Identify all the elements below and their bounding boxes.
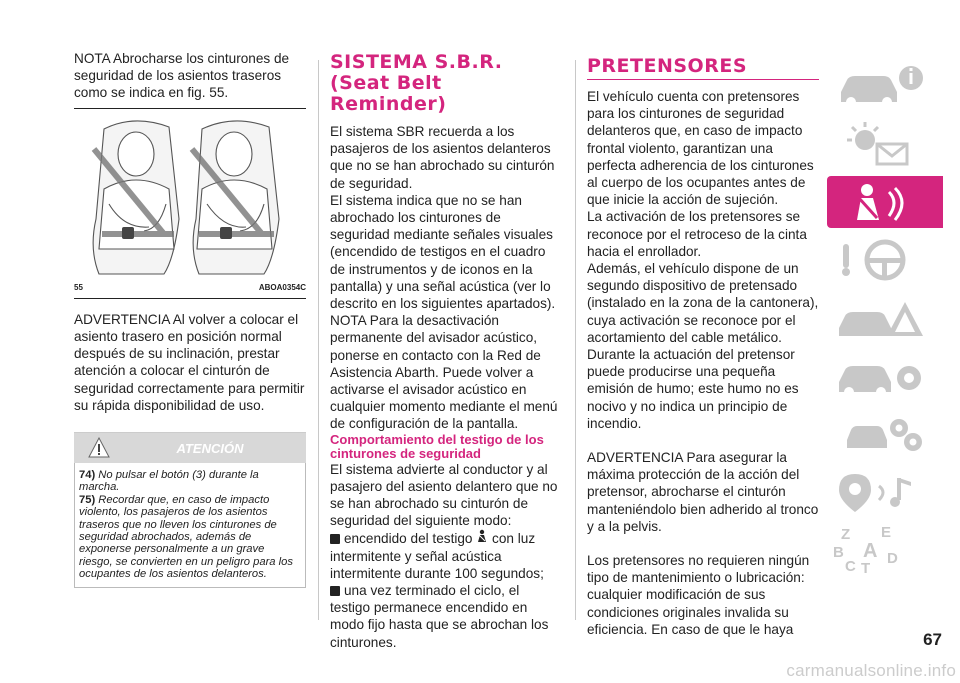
index-letter: D <box>887 550 898 567</box>
seatbelt-warning-icon <box>476 531 488 546</box>
car-breakdown-icon <box>827 292 943 344</box>
warning-item: 74) No pulsar el botón (3) durante la marcha. <box>79 469 259 494</box>
sbr-subheading: Comportamiento del testigo de los cinturones de seguridad <box>330 431 544 461</box>
rear-seat-passengers-illustration <box>74 109 306 279</box>
column-middle <box>330 50 562 651</box>
figure-number: 55 <box>74 282 83 292</box>
advertencia-paragraph: ADVERTENCIA Al volver a colocar el asiento trasero en posición normal después de su inclinación, prestar atención a colocar el cinturón de seguridad correctamente para permitir su rápida disponibilidad de uso. <box>74 311 305 413</box>
tab-emergency[interactable] <box>827 292 943 344</box>
car-info-icon <box>827 60 943 112</box>
tab-maintenance[interactable] <box>827 350 943 402</box>
index-letter: T <box>861 560 871 577</box>
pretensores-paragraph-3: Además, el vehículo dispone de un segundo dispositivo de pretensado (instalado en la zona de la cantonera), cuya activación se reconoce por el acortamiento del cable metálico. <box>587 261 819 345</box>
figure-code: ABOA0354C <box>258 282 306 292</box>
multimedia-icon <box>827 466 943 518</box>
warning-box-body <box>74 463 306 588</box>
figure-caption <box>74 279 306 299</box>
page-number: 67 <box>923 630 942 649</box>
pretensores-heading: PRETENSORES <box>587 56 819 80</box>
index-letter: A <box>863 540 878 562</box>
tab-safety[interactable] <box>827 176 943 228</box>
tab-technical-data[interactable] <box>827 408 943 460</box>
bullet-square-icon <box>330 534 340 544</box>
tab-car-info[interactable] <box>827 60 943 112</box>
index-letter: C <box>845 558 856 575</box>
seatbelt-figure <box>74 109 306 279</box>
sbr-paragraph-1: El sistema SBR recuerda a los pasajeros de los asientos delanteros que no se han abrochado su cinturón de seguridad. <box>330 124 555 191</box>
sbr-paragraph-2: El sistema indica que no se han abrochado los cinturones de seguridad mediante señales visuales (encendido de testigos en el cuadro de instrumentos y de iconos en la pantalla) y una señal acústica (ver lo descrito en los siguientes apartados). <box>330 192 556 312</box>
tab-multimedia[interactable] <box>827 466 943 518</box>
pretensores-paragraph-6: Los pretensores no requieren ningún tipo de mantenimiento o lubricación: cualquier modificación de sus condiciones originales invalida su eficiencia. En caso de que le haya <box>587 553 810 637</box>
column-divider <box>318 60 319 620</box>
warning-item: 75) Recordar que, en caso de impacto violento, los pasajeros de los asientos traseros que no lleven los cinturones de seguridad abrochados, además de exponerse personalmente a un grave riesgo, se convierten en un peligro para los ocupantes de los asientos delanteros. <box>79 493 293 581</box>
index-letter: E <box>881 524 892 541</box>
warning-box-header <box>74 432 306 463</box>
sbr-heading: SISTEMA S.B.R. (Seat Belt Reminder) <box>330 51 503 115</box>
column-divider <box>575 60 576 620</box>
tab-warning-lights[interactable] <box>827 118 943 170</box>
sbr-paragraph-4: El sistema advierte al conductor y al pasajero del asiento delantero que no se han abrochado su cinturón de seguridad del siguiente modo: <box>330 461 558 529</box>
tab-starting-driving[interactable] <box>827 234 943 286</box>
chapter-sidebar <box>827 60 943 582</box>
technical-data-icon <box>827 408 943 460</box>
pretensores-paragraph-1: El vehículo cuenta con pretensores para los cinturones de seguridad delanteros que, en caso de impacto frontal violento, garantizan una perfecta adherencia de los cinturones al cuerpo de los ocupantes antes de que inicie la acción de sujeción. <box>587 89 814 208</box>
index-letter: B <box>833 544 844 561</box>
tab-index[interactable] <box>827 524 943 576</box>
watermark: carmanualsonline.info <box>786 661 956 680</box>
bullet-item-2: una vez terminado el ciclo, el testigo permanece encendido en modo fijo hasta que se abrochan los cinturones. <box>330 583 549 650</box>
pretensores-paragraph-4: Durante la actuación del pretensor puede producirse una pequeña emisión de humo; este humo no es nocivo y no indica un principio de incendio. <box>587 347 799 431</box>
index-letter: Z <box>841 526 851 543</box>
warning-lights-icon <box>827 118 943 170</box>
safety-seatbelt-icon <box>827 176 943 228</box>
column-left <box>74 50 306 588</box>
warning-title: ATENCIÓN <box>176 441 244 457</box>
bullet-square-icon <box>330 586 340 596</box>
pretensores-advertencia: ADVERTENCIA Para asegurar la máxima protección de la acción del pretensor, abrocharse el cinturón manteniéndolo bien adherido al tronco y a la pelvis. <box>587 450 819 534</box>
sbr-paragraph-3: NOTA Para la desactivación permanente del avisador acústico, ponerse en contacto con la Red de Asistencia Abarth. Puede volver a activarse el avisador acústico en cualquier momento mediante el menú de configuración de la pantalla. <box>330 313 558 432</box>
column-right <box>587 50 819 638</box>
steering-wheel-icon <box>827 234 943 286</box>
pretensores-paragraph-2: La activación de los pretensores se reconoce por el retroceso de la cinta hacia el enrollador. <box>587 209 807 259</box>
car-maintenance-icon <box>827 350 943 402</box>
bullet-item-1: encendido del testigo con luz intermitente y señal acústica intermitente durante 100 segundos; <box>330 531 544 581</box>
intro-note: NOTA Abrocharse los cinturones de seguridad de los asientos traseros como se indica en fig. 55. <box>74 51 290 101</box>
